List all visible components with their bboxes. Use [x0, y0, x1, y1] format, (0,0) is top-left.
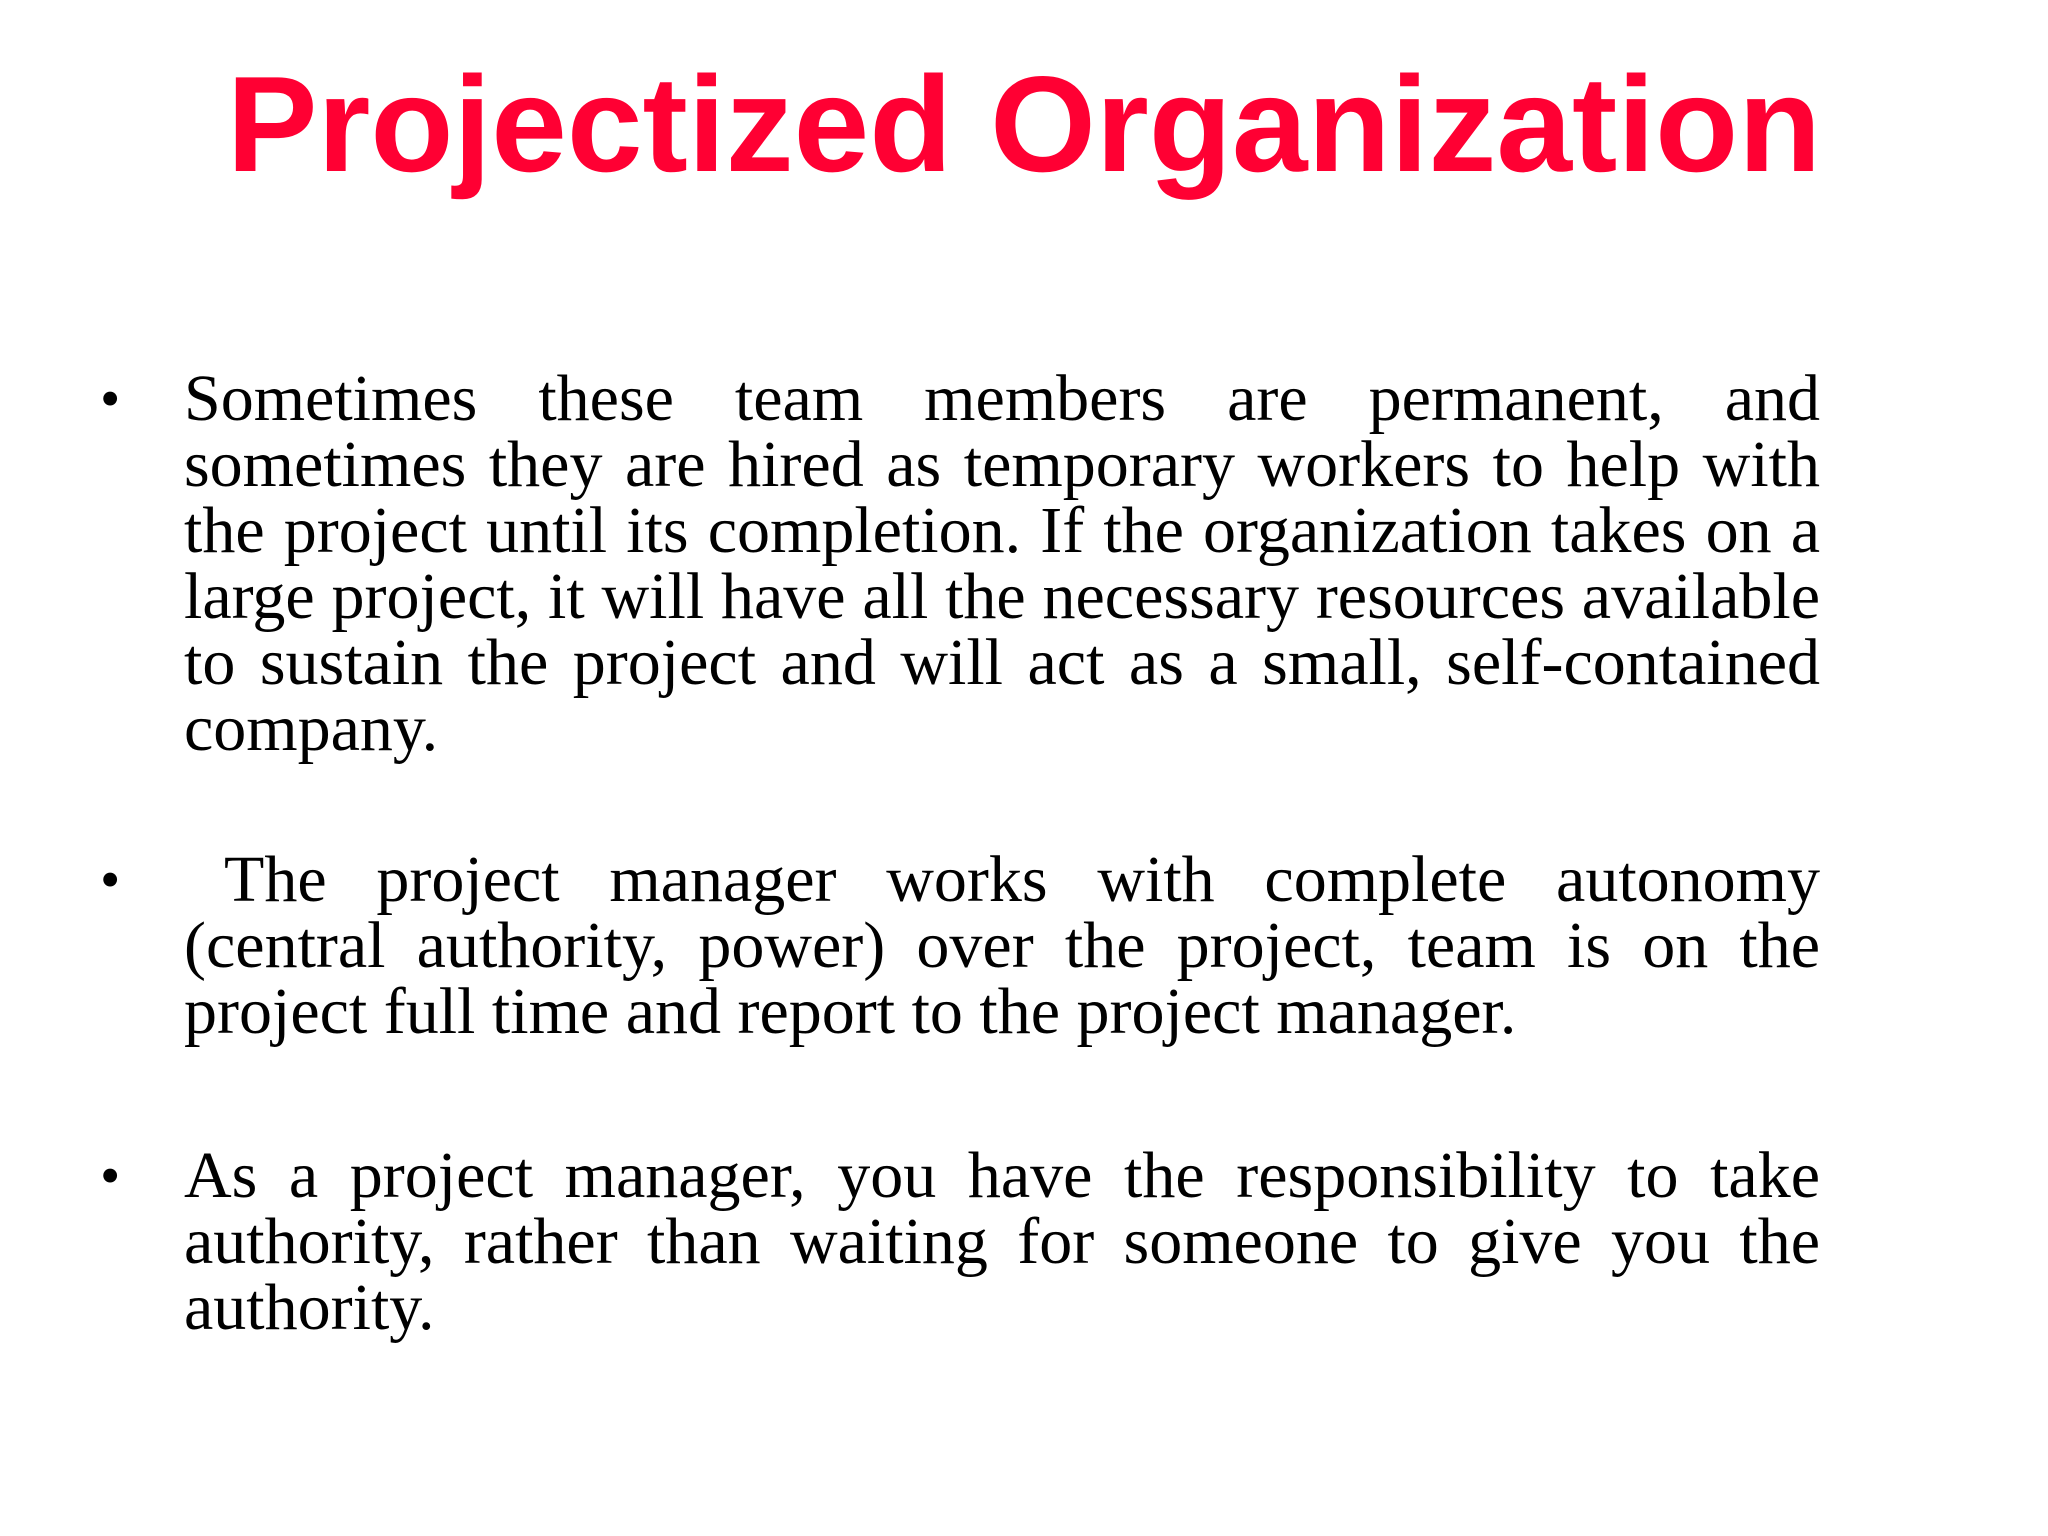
bullet-text-1: Sometimes these team members are permanent, and sometimes they are hired as temporary workers to help with the project until its completion. If the organization takes on a large project, it will have all the necessary resources available to sustain the project and will act as a small, self-contained company. — [184, 362, 1820, 765]
bullet-marker: • — [100, 1143, 121, 1208]
bullet-text-2: The project manager works with complete autonomy (central authority, power) over the project, team is on the project full time and report to the project manager. — [184, 843, 1820, 1048]
slide-title: Projectized Organization — [226, 48, 1822, 200]
bullet-marker: • — [100, 366, 121, 431]
bullet-text-3: As a project manager, you have the responsibility to take authority, rather than waiting for someone to give you the authority. — [184, 1139, 1820, 1344]
bullet-marker: • — [100, 847, 121, 912]
